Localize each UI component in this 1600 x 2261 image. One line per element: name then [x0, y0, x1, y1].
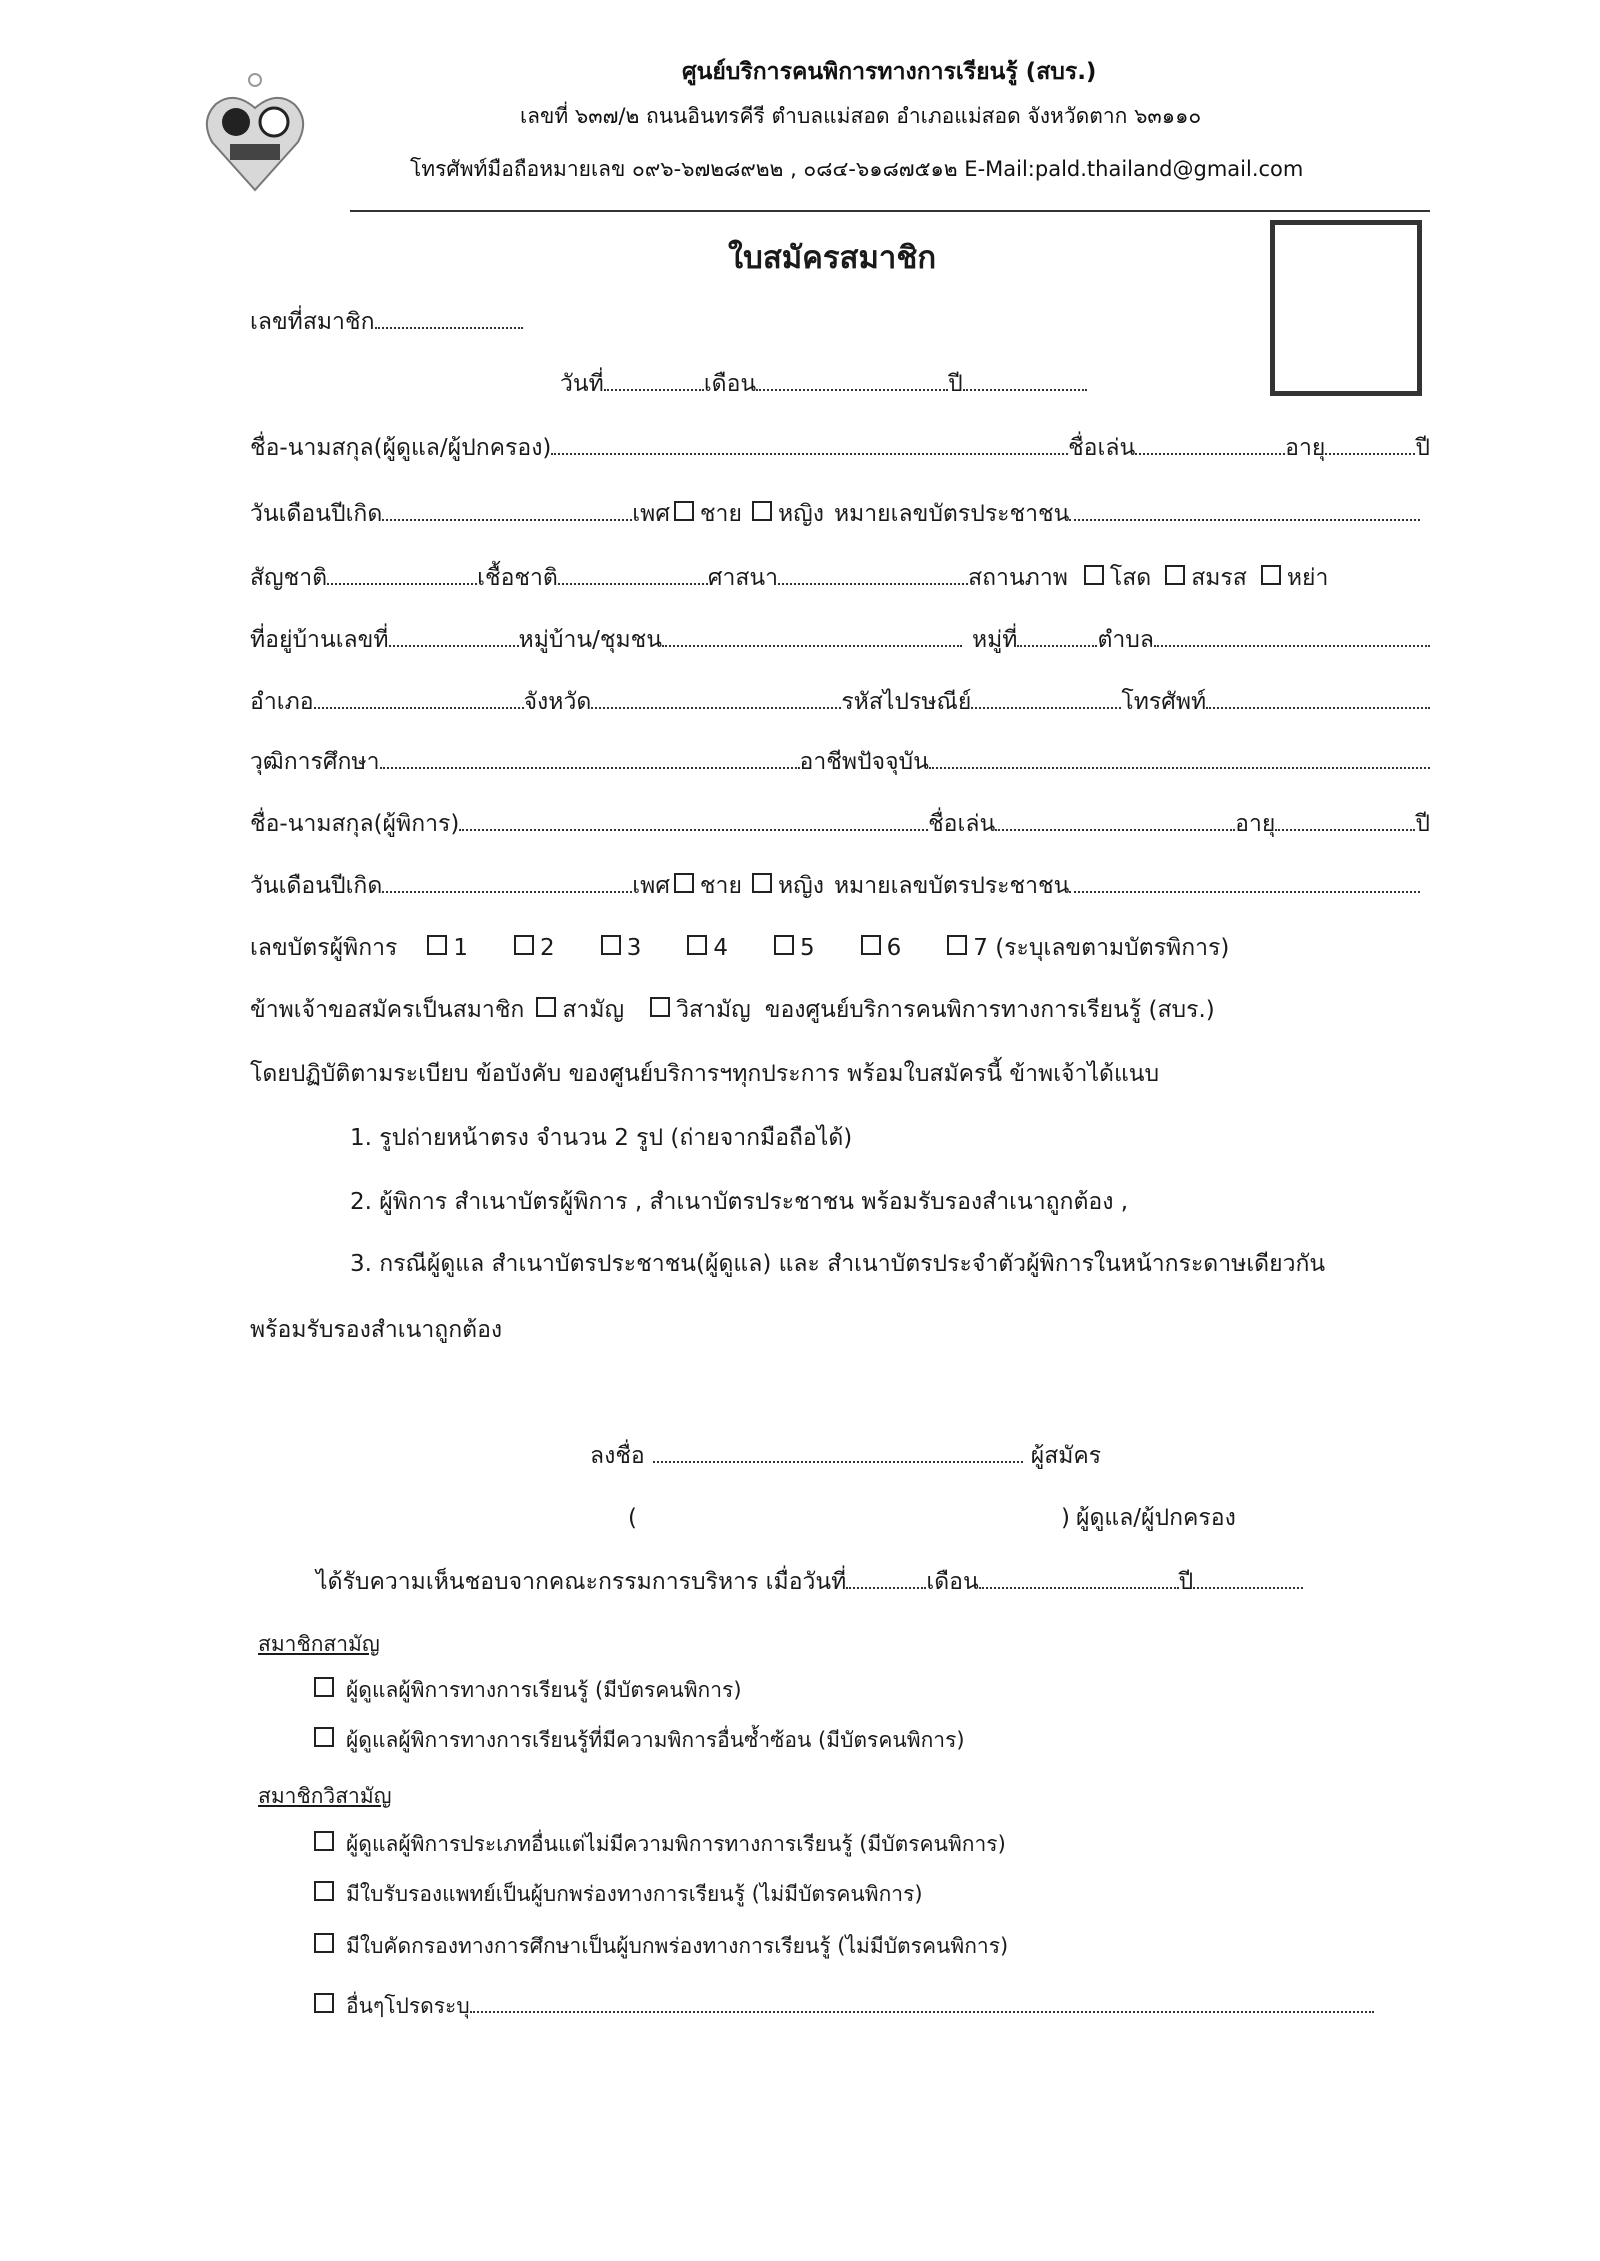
card-type-5-checkbox[interactable]	[774, 935, 794, 955]
disabled-id-label: หมายเลขบัตรประชาชน	[833, 873, 1070, 899]
member-no-field[interactable]	[375, 309, 523, 329]
guardian-name-row	[250, 430, 1430, 466]
signature-guardian-label: ผู้ดูแล/ผู้ปกครอง	[1075, 1505, 1236, 1531]
guardian-name-label: ชื่อ-นามสกุล(ผู้ดูแล/ผู้ปกครอง)	[250, 435, 552, 461]
apply-associate-label: วิสามัญ	[676, 997, 751, 1023]
status-divorced-label: หย่า	[1286, 565, 1329, 591]
status-single-checkbox[interactable]	[1084, 565, 1104, 585]
associate-member-4-checkbox[interactable]	[314, 1993, 334, 2013]
guardian-id-field[interactable]	[1069, 501, 1420, 521]
apply-regular-label: สามัญ	[562, 997, 625, 1023]
regular-member-2-checkbox[interactable]	[314, 1727, 334, 1747]
date-day-label: วันที่	[560, 371, 604, 397]
card-type-2-checkbox[interactable]	[514, 935, 534, 955]
approval-day-field[interactable]	[846, 1569, 926, 1589]
guardian-nickname-label: ชื่อเล่น	[1068, 435, 1136, 461]
guardian-name-field[interactable]	[551, 435, 1068, 455]
organization-name: ศูนย์บริการคนพิการทางการเรียนรู้ (สบร.)	[682, 59, 1097, 85]
attachment-item-3: 3. กรณีผู้ดูแล สำเนาบัตรประชาชน(ผู้ดูแล) และ สำเนาบัตรประจำตัวผู้พิการในหน้ากระดาษเดียวกัน	[350, 1251, 1326, 1277]
status-divorced-checkbox[interactable]	[1261, 565, 1281, 585]
moo-field[interactable]	[1017, 627, 1097, 647]
disabled-female-label: หญิง	[777, 873, 824, 899]
associate-member-3-checkbox[interactable]	[314, 1933, 334, 1953]
date-month-label: เดือน	[703, 371, 757, 397]
regular-members-heading: สมาชิกสามัญ	[258, 1632, 380, 1656]
disabled-male-label: ชาย	[699, 873, 742, 899]
apply-line-2: โดยปฏิบัติตามระเบียบ ข้อบังคับ ของศูนย์บริการฯทุกประการ พร้อมใบสมัครนี้ ข้าพเจ้าได้แนบ	[250, 1061, 1160, 1087]
card-type-3-label: 3	[626, 935, 642, 961]
province-label: จังหวัด	[523, 689, 592, 715]
card-type-1-label: 1	[453, 935, 469, 961]
approval-month-label: เดือน	[926, 1569, 979, 1595]
guardian-age-unit: ปี	[1415, 435, 1430, 461]
guardian-address-row	[250, 622, 1430, 658]
associate-member-option-3	[310, 1930, 1008, 1963]
disabled-female-checkbox[interactable]	[752, 873, 772, 893]
guardian-nationality-label: สัญชาติ	[250, 565, 328, 591]
guardian-age-field[interactable]	[1325, 435, 1415, 455]
subdistrict-label: ตำบล	[1097, 627, 1154, 653]
regular-member-1-checkbox[interactable]	[314, 1677, 334, 1697]
guardian-education-row	[250, 744, 1430, 780]
guardian-nickname-field[interactable]	[1135, 435, 1285, 455]
signature-label: ลงชื่อ	[590, 1443, 645, 1469]
disabled-sex-label: เพศ	[632, 873, 670, 899]
approval-row	[316, 1564, 1303, 1600]
house-no-field[interactable]	[389, 627, 519, 647]
card-type-4-checkbox[interactable]	[687, 935, 707, 955]
signature-paren-open: (	[628, 1505, 637, 1531]
attachment-item-2: 2. ผู้พิการ สำเนาบัตรผู้พิการ , สำเนาบัตรประชาชน พร้อมรับรองสำเนาถูกต้อง ,	[350, 1189, 1129, 1215]
guardian-birthdate-field[interactable]	[382, 501, 632, 521]
date-row	[560, 366, 1087, 402]
associate-member-1-checkbox[interactable]	[314, 1831, 334, 1851]
associate-member-4-label: อื่นๆโปรดระบุ	[346, 1994, 470, 2018]
village-field[interactable]	[662, 627, 962, 647]
guardian-sex-label: เพศ	[632, 501, 670, 527]
signature-field[interactable]	[653, 1443, 1023, 1463]
disabled-birthdate-label: วันเดือนปีเกิด	[250, 873, 383, 899]
page-title: ใบสมัครสมาชิก	[728, 240, 937, 276]
guardian-age-label: อายุ	[1285, 435, 1326, 461]
signature-row	[590, 1438, 1101, 1474]
guardian-female-label: หญิง	[777, 501, 824, 527]
card-type-6-checkbox[interactable]	[861, 935, 881, 955]
occupation-label: อาชีพปัจจุบัน	[799, 749, 929, 775]
date-year-field[interactable]	[963, 371, 1087, 391]
associate-member-option-4	[310, 1990, 1374, 2023]
guardian-religion-label: ศาสนา	[707, 565, 779, 591]
organization-address: เลขที่ ๖๓๗/๒ ถนนอินทรคีรี ตำบลแม่สอด อำเภอแม่สอด จังหวัดตาก ๖๓๑๑๐	[520, 104, 1202, 128]
date-year-label: ปี	[948, 371, 963, 397]
attachment-item-1: 1. รูปถ่ายหน้าตรง จำนวน 2 รูป (ถ่ายจากมือถือได้)	[350, 1125, 853, 1151]
phone-label: โทรศัพท์	[1121, 689, 1207, 715]
approval-month-field[interactable]	[979, 1569, 1179, 1589]
education-label: วุฒิการศึกษา	[250, 749, 380, 775]
guardian-nationality-field[interactable]	[327, 565, 477, 585]
date-month-field[interactable]	[756, 371, 948, 391]
subdistrict-field[interactable]	[1154, 627, 1430, 647]
card-type-row	[250, 930, 1430, 966]
province-field[interactable]	[591, 689, 841, 709]
date-day-field[interactable]	[604, 371, 704, 391]
apply-regular-checkbox[interactable]	[536, 997, 556, 1017]
disabled-name-label: ชื่อ-นามสกุล(ผู้พิการ)	[250, 811, 460, 837]
associate-members-heading: สมาชิกวิสามัญ	[258, 1784, 392, 1808]
guardian-ethnicity-label: เชื้อชาติ	[477, 565, 558, 591]
card-type-1-checkbox[interactable]	[427, 935, 447, 955]
regular-member-1-label: ผู้ดูแลผู้พิการทางการเรียนรู้ (มีบัตรคนพิการ)	[346, 1678, 742, 1702]
apply-text-2: ของศูนย์บริการคนพิการทางการเรียนรู้ (สบร.)	[764, 997, 1215, 1023]
disabled-male-checkbox[interactable]	[674, 873, 694, 893]
approval-label: ได้รับความเห็นชอบจากคณะกรรมการบริหาร เมื่อวันที่	[316, 1569, 847, 1595]
postcode-label: รหัสไปรษณีย์	[841, 689, 972, 715]
guardian-male-label: ชาย	[699, 501, 742, 527]
disabled-nickname-field[interactable]	[995, 811, 1235, 831]
approval-year-label: ปี	[1178, 1569, 1194, 1595]
regular-member-option-2	[310, 1724, 965, 1757]
card-type-5-label: 5	[799, 935, 815, 961]
associate-member-other-field[interactable]	[470, 1993, 1374, 2013]
status-married-checkbox[interactable]	[1165, 565, 1185, 585]
guardian-nationality-row	[250, 560, 1430, 596]
signature-paren-close: )	[1060, 1505, 1070, 1531]
guardian-male-checkbox[interactable]	[674, 501, 694, 521]
signature-applicant-label: ผู้สมัคร	[1030, 1443, 1102, 1469]
associate-member-2-checkbox[interactable]	[314, 1881, 334, 1901]
disabled-age-unit: ปี	[1415, 811, 1430, 837]
attachment-tail: พร้อมรับรองสำเนาถูกต้อง	[250, 1317, 503, 1343]
house-no-label: ที่อยู่บ้านเลขที่	[250, 627, 389, 653]
education-field[interactable]	[380, 749, 800, 769]
phone-field[interactable]	[1206, 689, 1430, 709]
disabled-age-field[interactable]	[1275, 811, 1415, 831]
guardian-ethnicity-field[interactable]	[558, 565, 708, 585]
disabled-id-field[interactable]	[1069, 873, 1420, 893]
status-single-label: โสด	[1109, 565, 1152, 591]
disabled-name-row	[250, 806, 1430, 842]
associate-member-2-label: มีใบรับรองแพทย์เป็นผู้บกพร่องทางการเรียนรู้ (ไม่มีบัตรคนพิการ)	[346, 1882, 923, 1906]
guardian-status-label: สถานภาพ	[968, 565, 1068, 591]
associate-member-option-2	[310, 1878, 923, 1911]
header-divider	[350, 210, 1430, 212]
disabled-age-label: อายุ	[1235, 811, 1276, 837]
status-married-label: สมรส	[1191, 565, 1247, 591]
card-type-7-label: 7 (ระบุเลขตามบัตรพิการ)	[973, 935, 1230, 961]
guardian-district-row	[250, 684, 1430, 720]
disabled-nickname-label: ชื่อเล่น	[928, 811, 996, 837]
guardian-birthdate-label: วันเดือนปีเกิด	[250, 501, 383, 527]
associate-member-1-label: ผู้ดูแลผู้พิการประเภทอื่นแต่ไม่มีความพิการทางการเรียนรู้ (มีบัตรคนพิการ)	[346, 1832, 1006, 1856]
organization-contact: โทรศัพท์มือถือหมายเลข ๐๙๖-๖๗๒๘๙๒๒ , ๐๘๔-๖๑๘๗๕๑๒ E-Mail:pald.thailand@gmail.com	[410, 157, 1304, 181]
district-field[interactable]	[314, 689, 524, 709]
guardian-birth-row	[250, 496, 1420, 532]
occupation-field[interactable]	[929, 749, 1430, 769]
guardian-female-checkbox[interactable]	[752, 501, 772, 521]
apply-associate-checkbox[interactable]	[650, 997, 670, 1017]
card-type-4-label: 4	[713, 935, 728, 961]
member-no-label: เลขที่สมาชิก	[250, 309, 375, 335]
disabled-birth-row	[250, 868, 1420, 904]
card-type-label: เลขบัตรผู้พิการ	[250, 935, 398, 961]
approval-year-field[interactable]	[1193, 1569, 1303, 1589]
apply-text-1: ข้าพเจ้าขอสมัครเป็นสมาชิก	[250, 997, 525, 1023]
associate-member-3-label: มีใบคัดกรองทางการศึกษาเป็นผู้บกพร่องทางการเรียนรู้ (ไม่มีบัตรคนพิการ)	[346, 1934, 1009, 1958]
regular-member-option-1	[310, 1674, 742, 1707]
disabled-name-field[interactable]	[459, 811, 928, 831]
guardian-id-label: หมายเลขบัตรประชาชน	[833, 501, 1070, 527]
card-type-2-label: 2	[540, 935, 555, 961]
district-label: อำเภอ	[250, 689, 314, 715]
guardian-religion-field[interactable]	[778, 565, 968, 585]
organization-logo	[200, 60, 310, 200]
card-type-6-label: 6	[886, 935, 902, 961]
disabled-birthdate-field[interactable]	[382, 873, 632, 893]
regular-member-2-label: ผู้ดูแลผู้พิการทางการเรียนรู้ที่มีความพิการอื่นซ้ำซ้อน (มีบัตรคนพิการ)	[346, 1728, 965, 1752]
apply-row	[250, 992, 1215, 1028]
postcode-field[interactable]	[971, 689, 1121, 709]
signature-name-row	[628, 1500, 1236, 1536]
card-type-3-checkbox[interactable]	[601, 935, 621, 955]
member-no-row	[250, 304, 523, 340]
moo-label: หมู่ที่	[971, 627, 1018, 653]
associate-member-option-1	[310, 1828, 1006, 1861]
photo-box[interactable]	[1270, 220, 1422, 396]
card-type-7-checkbox[interactable]	[947, 935, 967, 955]
village-label: หมู่บ้าน/ชุมชน	[518, 627, 662, 653]
